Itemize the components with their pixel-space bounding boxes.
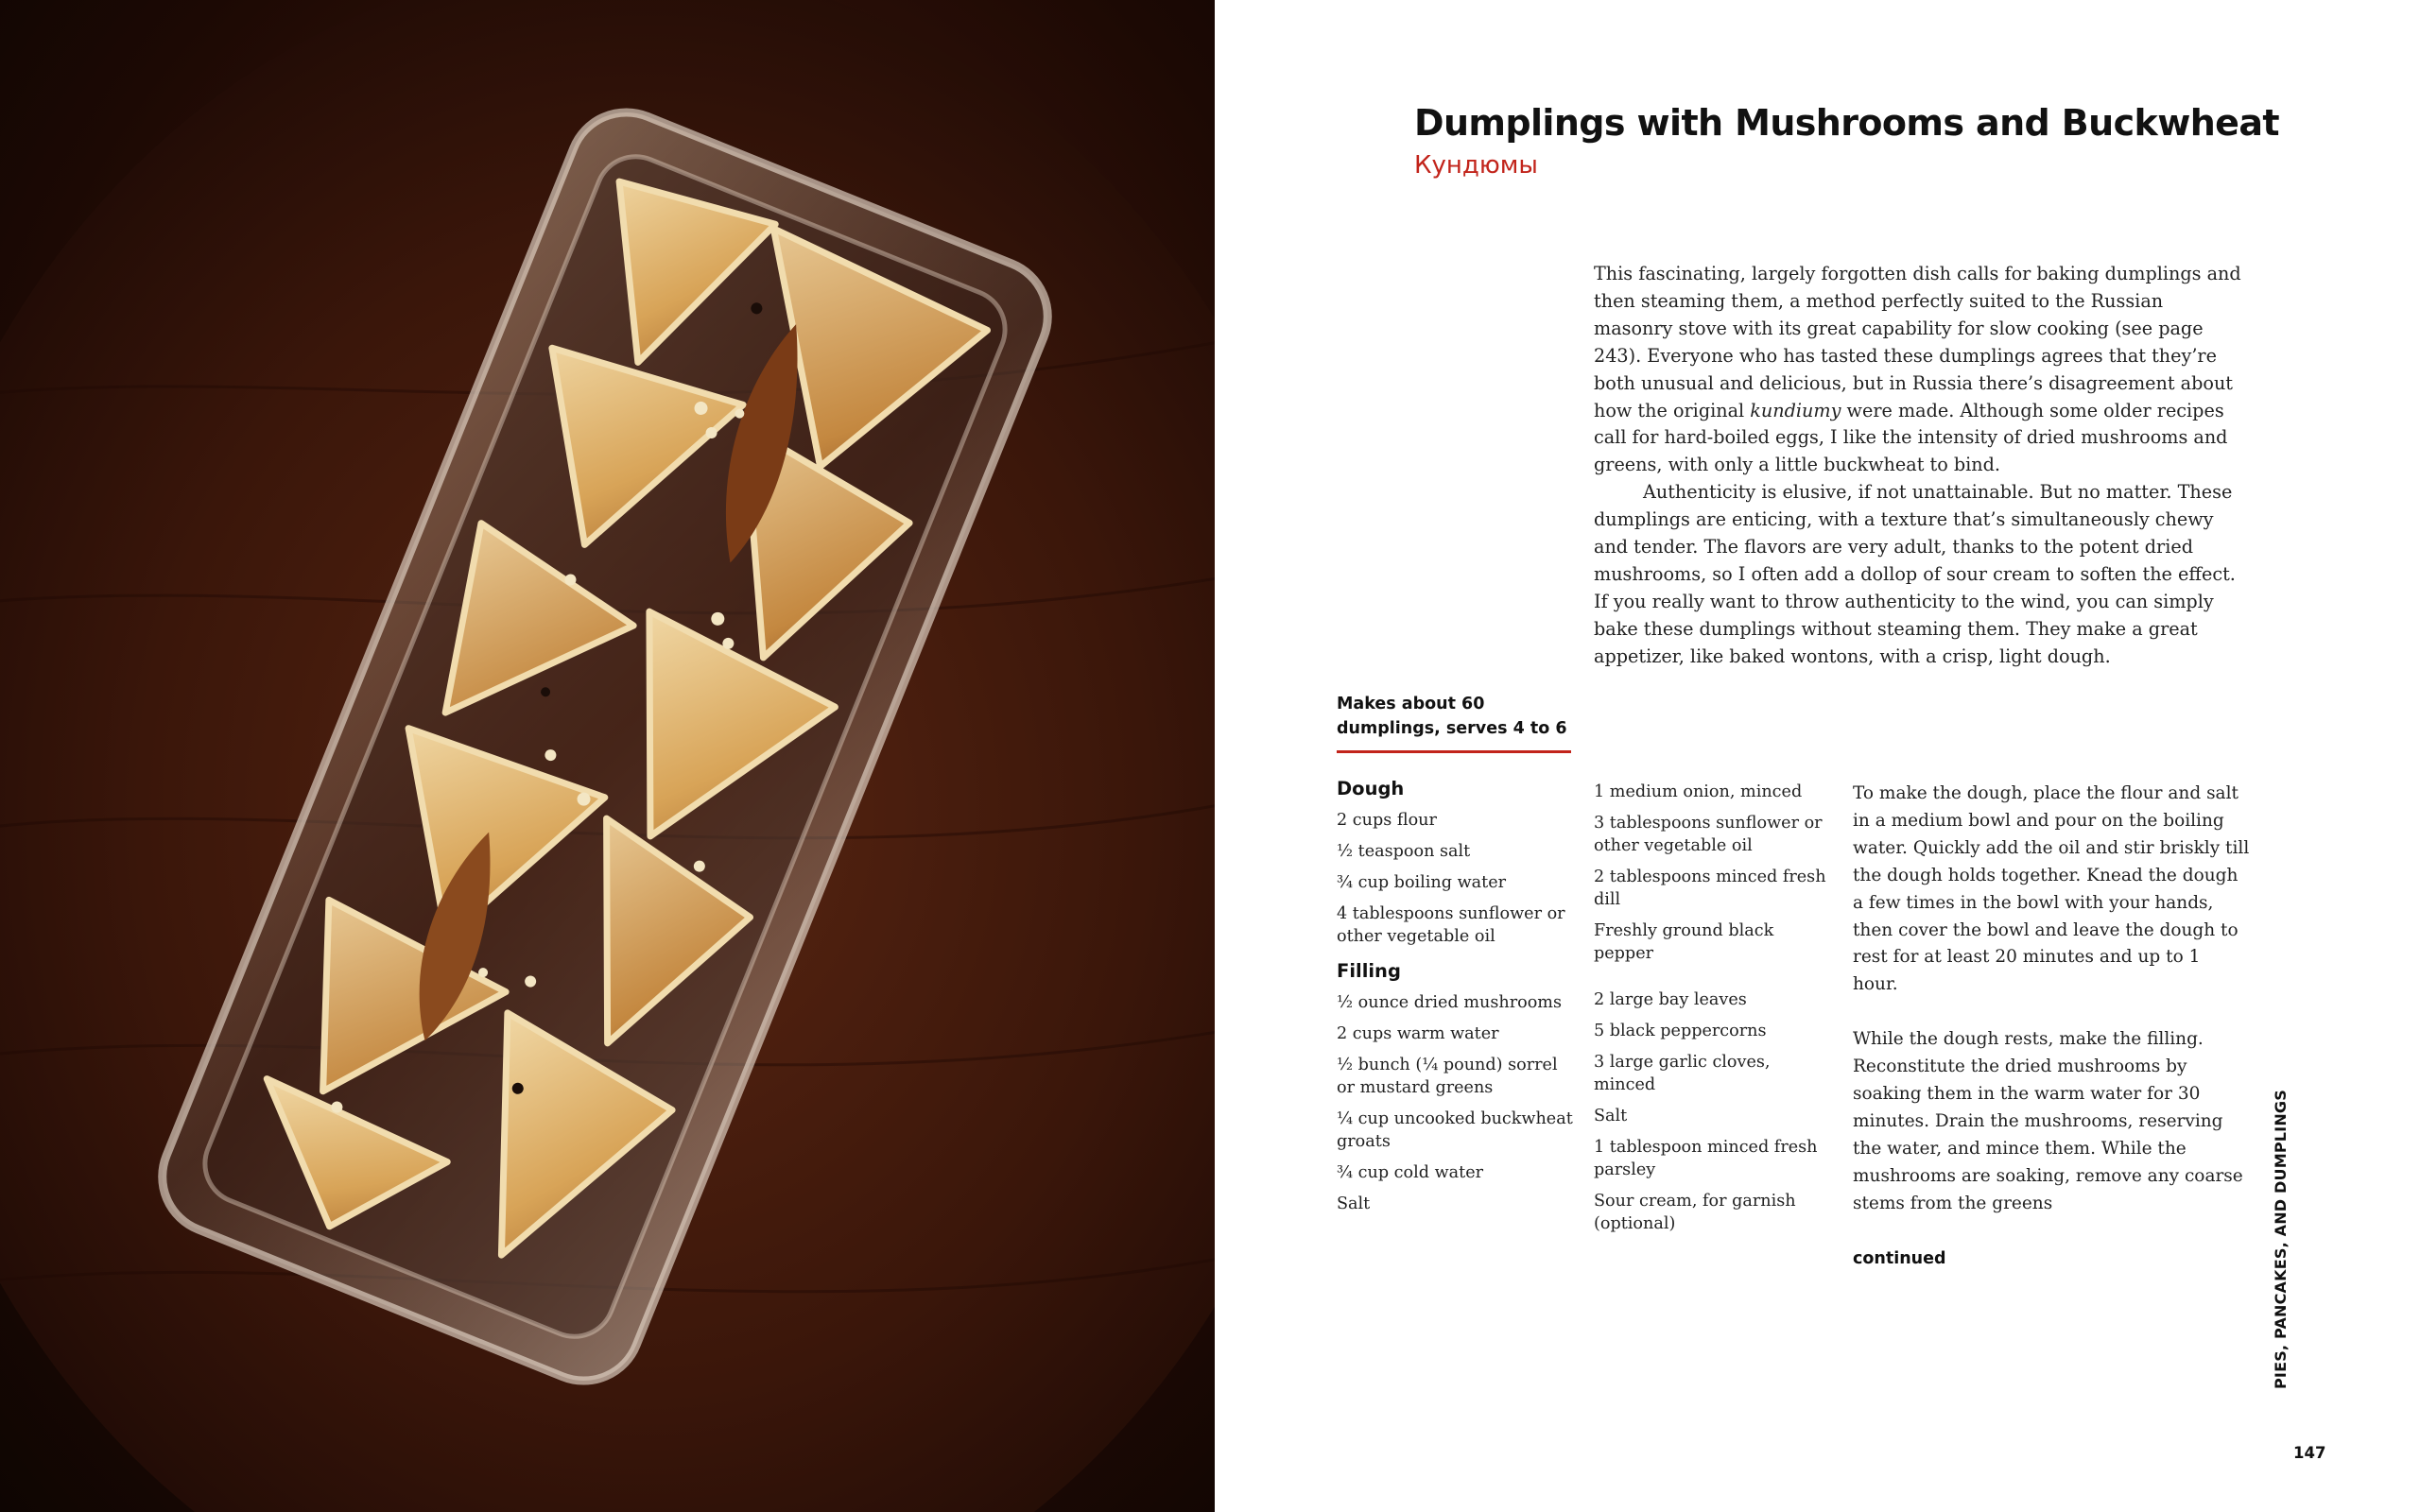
filling-heading: Filling <box>1337 960 1401 982</box>
ingredient: ½ teaspoon salt <box>1337 842 1471 861</box>
method-step-1: To make the dough, place the flour and salt in a medium bowl and pour on the boiling water. Quickly add the oil and stir briskly till the dough holds together. Knead the dough a few times in the bowl with your hands, then cover the bowl and leave the dough to rest for at least 20 minutes and up to 1 hour. <box>1853 783 2250 995</box>
running-head: PIES, PANCAKES, AND DUMPLINGS <box>2272 1090 2290 1389</box>
intro-text <box>1594 261 2244 671</box>
yield-note: Makes about 60 dumplings, serves 4 to 6 <box>1337 695 1567 738</box>
method-column <box>1853 781 2250 1273</box>
intro-paragraph-2: Authenticity is elusive, if not unattainable. But no matter. These dumplings are enticing, with a texture that’s simultaneously chewy and tender. The flavors are very adult, thanks to the potent dried mushrooms, so I often add a dollop of sour cream to soften the effect. If you really want to throw authenticity to the wind, you can simply bake these dumplings without steaming them. They make a great appetizer, like baked wontons, with a crisp, light dough. <box>1594 481 2236 667</box>
intro-paragraph-1 <box>1594 261 2244 479</box>
ingredient: 5 black peppercorns <box>1594 1022 1767 1040</box>
intro-p1-italic: kundiumy <box>1750 399 1841 421</box>
dough-heading: Dough <box>1337 778 1405 799</box>
recipe-russian-name: Кундюмы <box>1414 151 1538 180</box>
continued-label: continued <box>1853 1248 1946 1268</box>
recipe-page <box>1215 0 2420 1512</box>
recipe-title: Dumplings with Mushrooms and Buckwheat <box>1414 102 2279 144</box>
ingredient: Freshly ground black pepper <box>1594 921 1774 963</box>
ingredients-column-1 <box>1337 777 1573 1224</box>
intro-p1-end: were made. Although some older recipes call for hard-boiled eggs, I like the intensity of dried mushrooms and greens, with only a little buckwheat to bind. <box>1594 399 2228 476</box>
ingredient: 1 medium onion, minced <box>1594 782 1803 801</box>
ingredient: 1 tablespoon minced fresh parsley <box>1594 1138 1818 1179</box>
ingredient: 2 large bay leaves <box>1594 990 1747 1009</box>
intro-p1-start: This fascinating, largely forgotten dish calls for baking dumplings and then steaming them, a method perfectly suited to the Russian masonry stove with its great capability for slow cooking (see page 243). Everyone who has tasted these dumplings agrees that they’re both unusual and delicious, but in Russia there’s disagreement about how the original <box>1594 263 2241 421</box>
ingredient: ¼ cup uncooked buckwheat groats <box>1337 1109 1573 1151</box>
ingredient: 4 tablespoons sunflower or other vegetable oil <box>1337 904 1565 946</box>
ingredient: Salt <box>1337 1194 1371 1213</box>
page-number: 147 <box>2293 1444 2326 1462</box>
ingredient: Sour cream, for garnish (optional) <box>1594 1192 1796 1233</box>
ingredient: 3 tablespoons sunflower or other vegetable oil <box>1594 814 1823 855</box>
ingredient: ¾ cup boiling water <box>1337 873 1507 892</box>
ingredient: ¾ cup cold water <box>1337 1163 1484 1182</box>
ingredient: ½ ounce dried mushrooms <box>1337 993 1563 1012</box>
ingredient: ½ bunch (¼ pound) sorrel or mustard greens <box>1337 1056 1558 1097</box>
ingredient: Salt <box>1594 1107 1628 1125</box>
ingredients-column-2 <box>1594 781 1830 1244</box>
ingredient: 2 cups flour <box>1337 811 1437 830</box>
ingredient: 3 large garlic cloves, minced <box>1594 1053 1771 1094</box>
ingredient: 2 cups warm water <box>1337 1024 1499 1043</box>
ingredient: 2 tablespoons minced fresh dill <box>1594 868 1826 909</box>
yield-rule <box>1337 750 1571 753</box>
method-step-2: While the dough rests, make the filling. Reconstitute the dried mushrooms by soaking them in the warm water for 30 minutes. Drain the mushrooms, reserving the water, and mince them. While the mushrooms are soaking, remove any coarse stems from the greens <box>1853 1029 2243 1213</box>
